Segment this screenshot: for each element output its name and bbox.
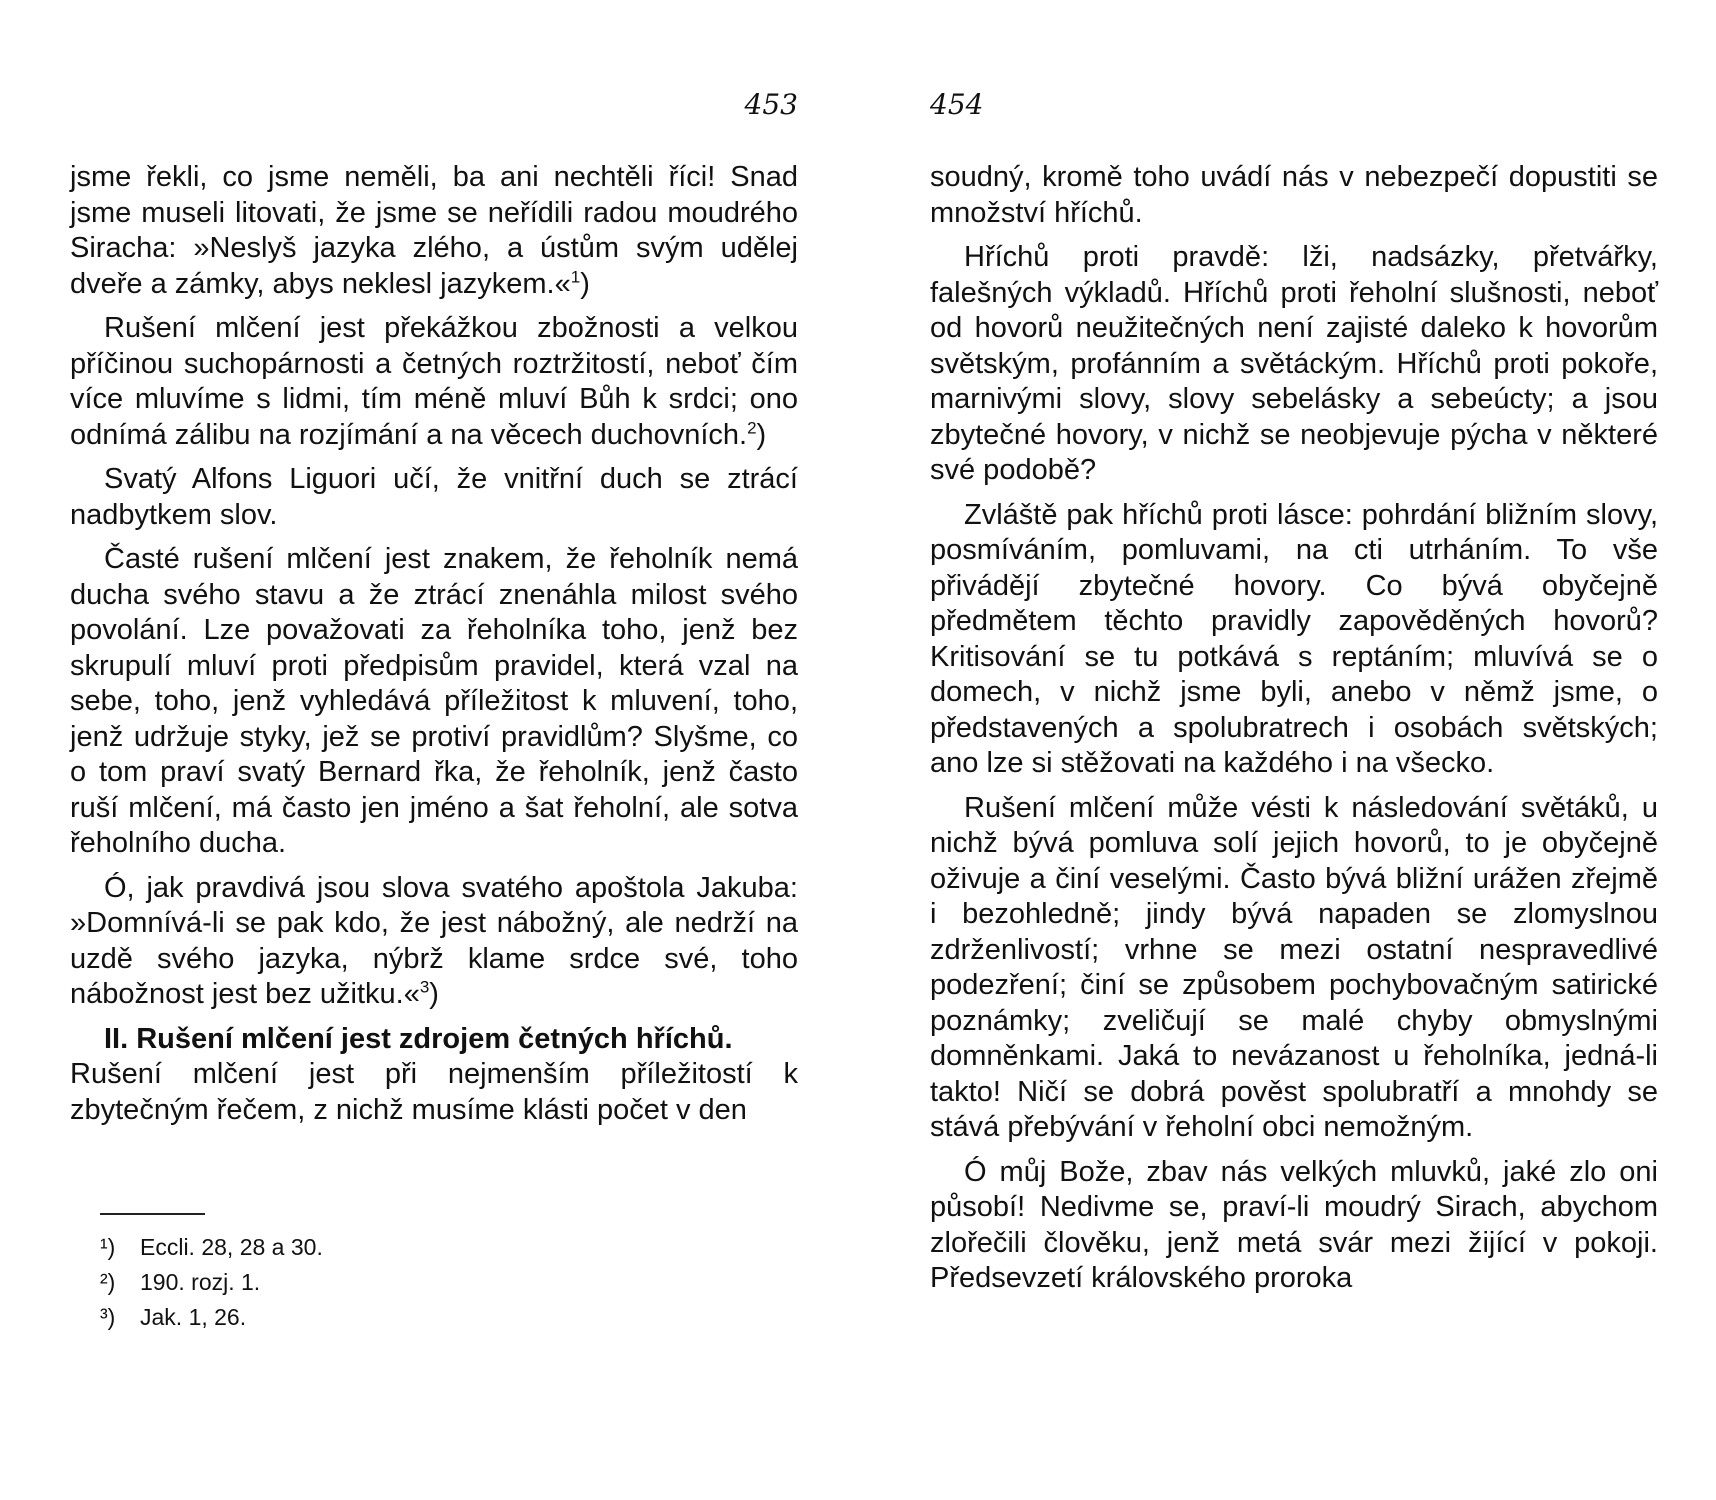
paragraph: Hříchů proti pravdě: lži, nadsázky, přetvářky, falešných výkladů. Hříchů proti řeholní slušnosti, neboť od hovorů neužitečných není zajisté daleko k hovorům světským, profánním a světáckým. Hříchů proti pokoře, marnivými slovy, slovy sebelásky a sebeúcty; a jsou zbytečné hovory, v nichž se neobjevuje pýcha v některé své podobě?: [930, 241, 1658, 486]
footnote-ref-paren: ): [429, 978, 439, 1010]
footnote-mark: ³): [100, 1304, 116, 1330]
footnote-text: Jak. 1, 26.: [140, 1304, 247, 1330]
footnote-mark: ¹): [100, 1234, 116, 1260]
paragraph: [70, 160, 798, 302]
footnote: [100, 1265, 323, 1300]
paragraph-text: Rušení mlčení jest překážkou zbožnosti a velkou příčinou suchopárnosti a četných roztržitostí, neboť čím více mluvíme s lidmi, tím méně mluví Bůh k srdci; ono odnímá zálibu na rozjímání a na věcech duchovních.: [70, 312, 798, 451]
paragraph-text: Rušení mlčení jest při nejmenším příležitostí k zbytečným řečem, z nichž musíme klásti počet v den: [70, 1058, 798, 1126]
footnote-divider: [100, 1213, 205, 1215]
page-number-right: 454: [930, 88, 984, 121]
footnote-ref: 1: [570, 266, 581, 286]
footnote-ref-paren: ): [580, 267, 590, 300]
footnote-text: 190. rozj. 1.: [140, 1269, 261, 1295]
footnote-ref-paren: ): [756, 418, 767, 451]
paragraph: Svatý Alfons Liguori učí, že vnitřní duch se ztrácí nadbytkem slov.: [70, 463, 798, 531]
footnotes: [100, 1230, 323, 1335]
paragraph: soudný, kromě toho uvádí nás v nebezpečí dopustiti se množství hříchů.: [930, 161, 1658, 229]
section-heading: II. Rušení mlčení jest zdrojem četných hříchů.: [104, 1022, 733, 1055]
section: [70, 1022, 798, 1129]
footnote-ref: 2: [747, 417, 757, 437]
footnote: [100, 1300, 323, 1335]
footnote: [100, 1230, 323, 1265]
paragraph: [70, 871, 798, 1013]
footnote-mark: ²): [100, 1269, 116, 1295]
paragraph: Časté rušení mlčení jest znakem, že řeholník nemá ducha svého stavu a že ztrácí znenáhla milost svého povolání. Lze považovati za řeholníka toho, jenž bez skrupulí mluví proti předpisům pravidel, která vzal na sebe, toho, jenž vyhledává příležitost k mluvení, toho, jenž udržuje styky, jež se protiví pravidlům? Slyšme, co o tom praví svatý Bernard řka, že řeholník, jenž často ruší mlčení, má často jen jméno a šat řeholní, ale sotva řeholního ducha.: [70, 543, 798, 859]
paragraph: Rušení mlčení může vésti k následování světáků, u nichž bývá pomluva solí jejich hovorů, to je obyčejně oživuje a činí veselými. Často bývá bližní urážen zřejmě i bezohledně; jindy bývá napaden se zlomyslnou zdrženlivostí; vrhne se mezi ostatní nespravedlivé podezření; činí se způsobem pochybovačným satirické poznámky; zveličují se malé chyby obmyslnými domněnkami. Jaká to nevázanost u řeholníka, jedná-li takto! Ničí se dobrá pověst spolubratří a mnohdy se stává přebývání v řeholní obci nemožným.: [930, 791, 1658, 1143]
page-number-left: 453: [744, 88, 798, 121]
footnote-ref: 3: [419, 977, 430, 997]
right-page-text: [930, 160, 1658, 1306]
paragraph-text: Ó, jak pravdivá jsou slova svatého apoštola Jakuba: »Domnívá-li se pak kdo, že jest nábožný, ale nedrží na uzdě svého jazyka, nýbrž klame srdce své, toho nábožnost jest bez užitku.«: [70, 871, 798, 1010]
paragraph: [70, 311, 798, 453]
paragraph: Ó můj Bože, zbav nás velkých mluvků, jaké zlo oni působí! Nedivme se, praví-li moudrý Sirach, abychom zlořečili člověku, jenž metá svár mezi žijící v pokoji. Předsevzetí královského proroka: [930, 1155, 1658, 1294]
left-page-text: [70, 160, 798, 1137]
paragraph-text: jsme řekli, co jsme neměli, ba ani nechtěli říci! Snad jsme museli litovati, že jsme se neřídili radou moudrého Siracha: »Neslyš jazyka zlého, a ústům svým udělej dveře a zámky, abys neklesl jazykem.«: [70, 161, 798, 300]
footnote-text: Eccli. 28, 28 a 30.: [140, 1234, 323, 1260]
paragraph: Zvláště pak hříchů proti lásce: pohrdání bližním slovy, posmíváním, pomluvami, na cti utrháním. To vše přivádějí zbytečné hovory. Co bývá obyčejně předmětem těchto pravidly zapověděných hovorů? Kritisování se tu potkává s reptáním; mluvívá se o domech, v nichž jsme byli, anebo v němž jsme, o představených a spolubratrech i osobách světských; ano lze si stěžovati na každého i na všecko.: [930, 498, 1658, 779]
